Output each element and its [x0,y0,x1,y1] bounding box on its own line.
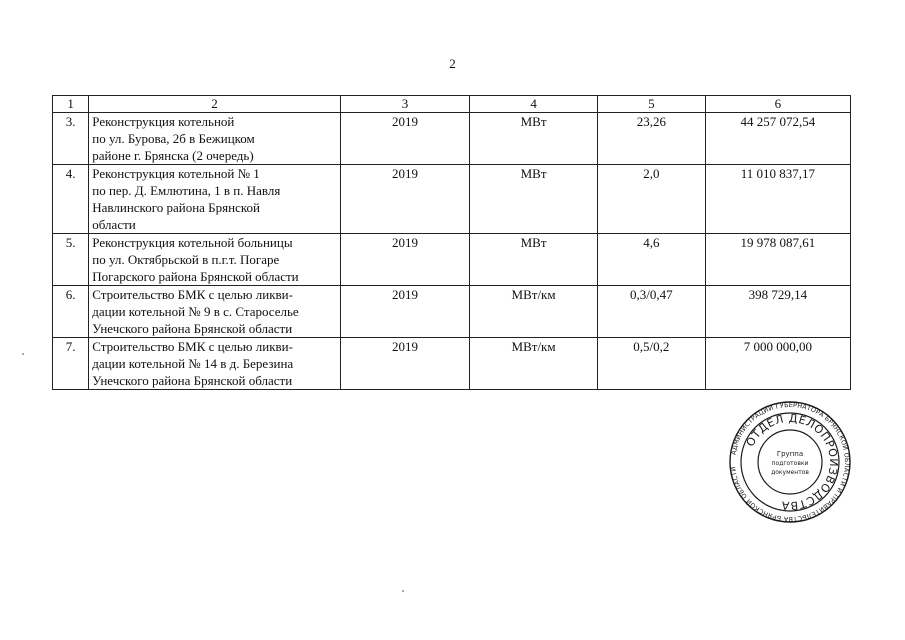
object-name-line: по ул. Октябрьской в п.г.т. Погаре [92,252,280,267]
row-number-cell: 6. [53,286,89,338]
row-number-cell: 5. [53,234,89,286]
header-cell: 6 [705,96,850,113]
amount-cell: 44 257 072,54 [705,113,850,165]
object-name-line: Реконструкция котельной [92,114,235,129]
stamp-center-line: Группа [776,450,804,458]
unit-cell: МВт/км [470,338,598,390]
header-cell: 4 [470,96,598,113]
object-name-line: дации котельной № 14 в д. Березина [92,356,294,371]
row-number-cell: 4. [53,165,89,234]
page-number: 2 [449,56,456,71]
unit-cell: МВт/км [470,286,598,338]
header-cell: 1 [53,96,89,113]
object-name-cell [89,165,341,234]
table-row [53,286,851,338]
amount-cell: 19 978 087,61 [705,234,850,286]
object-name-line: Погарского района Брянской области [92,269,299,284]
amount-cell: 11 010 837,17 [705,165,850,234]
table-row [53,165,851,234]
unit-cell: МВт [470,165,598,234]
object-name-line: Строительство БМК с целью ликви- [92,287,293,302]
year-cell: 2019 [340,165,469,234]
amount-cell: 398 729,14 [705,286,850,338]
department-stamp [728,400,852,524]
header-cell: 2 [89,96,341,113]
unit-cell: МВт [470,234,598,286]
object-name-cell [89,338,341,390]
amount-cell: 7 000 000,00 [705,338,850,390]
year-cell: 2019 [340,113,469,165]
capacity-cell: 23,26 [597,113,705,165]
object-name-line: Реконструкция котельной № 1 [92,166,260,181]
year-cell: 2019 [340,286,469,338]
header-cell: 3 [340,96,469,113]
object-name-cell [89,234,341,286]
scan-speck [402,590,404,592]
object-name-line: по ул. Бурова, 2б в Бежицком [92,131,255,146]
object-name-line: районе г. Брянска (2 очередь) [92,148,254,163]
object-name-line: Навлинского района Брянской [92,200,260,215]
object-name-line: Реконструкция котельной больницы [92,235,293,250]
objects-table [52,95,851,390]
year-cell: 2019 [340,338,469,390]
object-name-line: дации котельной № 9 в с. Староселье [92,304,299,319]
row-number-cell: 7. [53,338,89,390]
stamp-middle-text: ОТДЕЛ ДЕЛОПРОИЗВОДСТВА [743,411,841,513]
stamp-center-line: документов [771,469,809,476]
object-name-line: Унечского района Брянской области [92,321,293,336]
table-row [53,234,851,286]
capacity-cell: 4,6 [597,234,705,286]
stamp-outer-text: АДМИНИСТРАЦИИ ГУБЕРНАТОРА БРЯНСКОЙ ОБЛАСТИ И ПРАВИТЕЛЬСТВА БРЯНСКОЙ ОБЛАСТИ [729,400,852,524]
row-number-cell: 3. [53,113,89,165]
capacity-cell: 0,3/0,47 [597,286,705,338]
stamp-center-line: подготовки [771,460,809,467]
object-name-line: по пер. Д. Емлютина, 1 в п. Навля [92,183,281,198]
year-cell: 2019 [340,234,469,286]
capacity-cell: 0,5/0,2 [597,338,705,390]
header-cell: 5 [597,96,705,113]
object-name-cell [89,113,341,165]
object-name-line: Унечского района Брянской области [92,373,293,388]
object-name-line: Строительство БМК с целью ликви- [92,339,293,354]
table-row [53,113,851,165]
table-header-row [53,96,851,113]
scan-speck [22,353,24,355]
unit-cell: МВт [470,113,598,165]
object-name-cell [89,286,341,338]
table-row [53,338,851,390]
object-name-line: области [92,217,136,232]
capacity-cell: 2,0 [597,165,705,234]
